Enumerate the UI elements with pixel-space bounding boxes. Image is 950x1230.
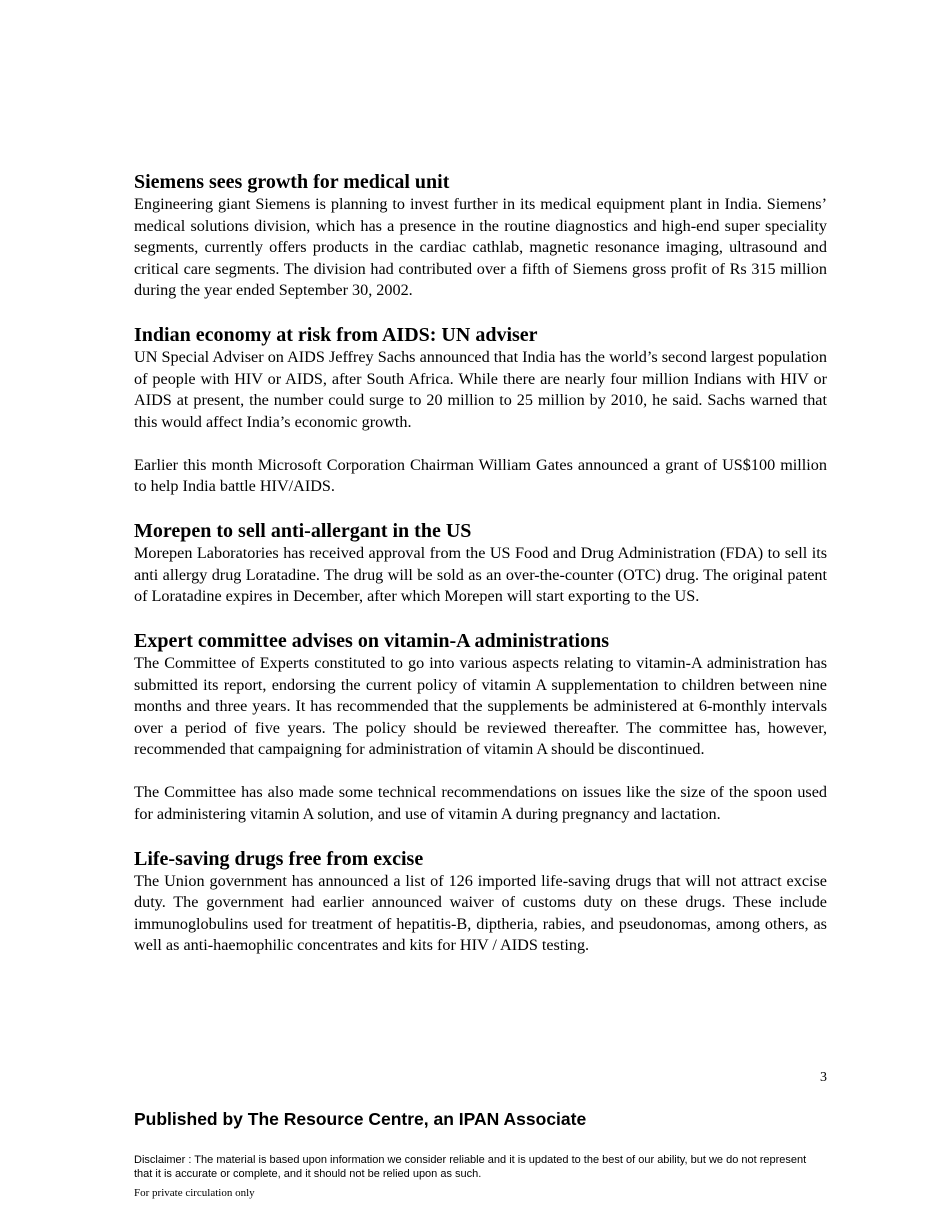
article-paragraph: Engineering giant Siemens is planning to invest further in its medical equipment plant in India. Siemens’ medical solutions division, which has a presence in the routine diagnostics and high-end super speciality segments, currently offers products in the cardiac cathlab, magnetic resonance imaging, ultrasound and critical care segments. The division had contributed over a fifth of Siemens gross profit of Rs 315 million during the year ended September 30, 2002.	[134, 195, 827, 299]
article-aids-economy	[134, 323, 827, 498]
disclaimer-text: Disclaimer : The material is based upon information we consider reliable and it is updated to the best of our ability, but we do not represent that it is accurate or complete, and it should not be relied upon as such.	[134, 1154, 807, 1180]
article-excise	[134, 847, 827, 957]
article-siemens	[134, 170, 827, 302]
article-headline: Indian economy at risk from AIDS: UN adviser	[134, 324, 538, 346]
article-headline: Expert committee advises on vitamin-A administrations	[134, 630, 609, 652]
article-paragraph: The Union government has announced a list of 126 imported life-saving drugs that will not attract excise duty. The government had earlier announced waiver of customs duty on these drugs. These include immunoglobulins used for treatment of hepatitis-B, diptheria, rabies, and pseudonomas, among others, as well as anti-haemophilic concentrates and kits for HIV / AIDS testing.	[134, 871, 827, 954]
article-paragraph: UN Special Adviser on AIDS Jeffrey Sachs announced that India has the world’s second largest population of people with HIV or AIDS, after South Africa. While there are nearly four million Indians with HIV or AIDS at present, the number could surge to 20 million to 25 million by 2010, he said. Sachs warned that this would affect India’s economic growth.	[134, 348, 827, 431]
article-paragraph: The Committee has also made some technical recommendations on issues like the size of the spoon used for administering vitamin A solution, and use of vitamin A during pregnancy and lactation.	[134, 783, 827, 823]
page-number: 3	[820, 1070, 827, 1085]
news-page-body	[134, 170, 827, 957]
article-vitamin-a	[134, 629, 827, 825]
article-headline: Siemens sees growth for medical unit	[134, 171, 450, 193]
article-headline: Morepen to sell anti-allergant in the US	[134, 520, 472, 542]
article-morepen	[134, 519, 827, 608]
article-headline: Life-saving drugs free from excise	[134, 847, 424, 870]
private-circulation-note: For private circulation only	[134, 1187, 255, 1199]
article-paragraph: Morepen Laboratories has received approval from the US Food and Drug Administration (FDA) to sell its anti allergy drug Loratadine. The drug will be sold as an over-the-counter (OTC) drug. The original patent of Loratadine expires in December, after which Morepen will start exporting to the US.	[134, 544, 827, 605]
article-paragraph: The Committee of Experts constituted to go into various aspects relating to vitamin-A administration has submitted its report, endorsing the current policy of vitamin A supplementation to children between nine months and three years. It has recommended that the supplements be administered at 6-monthly intervals over a period of five years. The policy should be reviewed thereafter. The committee has, however, recommended that campaigning for administration of vitamin A should be discontinued.	[134, 654, 827, 758]
article-paragraph: Earlier this month Microsoft Corporation Chairman William Gates announced a grant of US$100 million to help India battle HIV/AIDS.	[134, 455, 827, 495]
publisher-line: Published by The Resource Centre, an IPAN Associate	[134, 1109, 587, 1129]
